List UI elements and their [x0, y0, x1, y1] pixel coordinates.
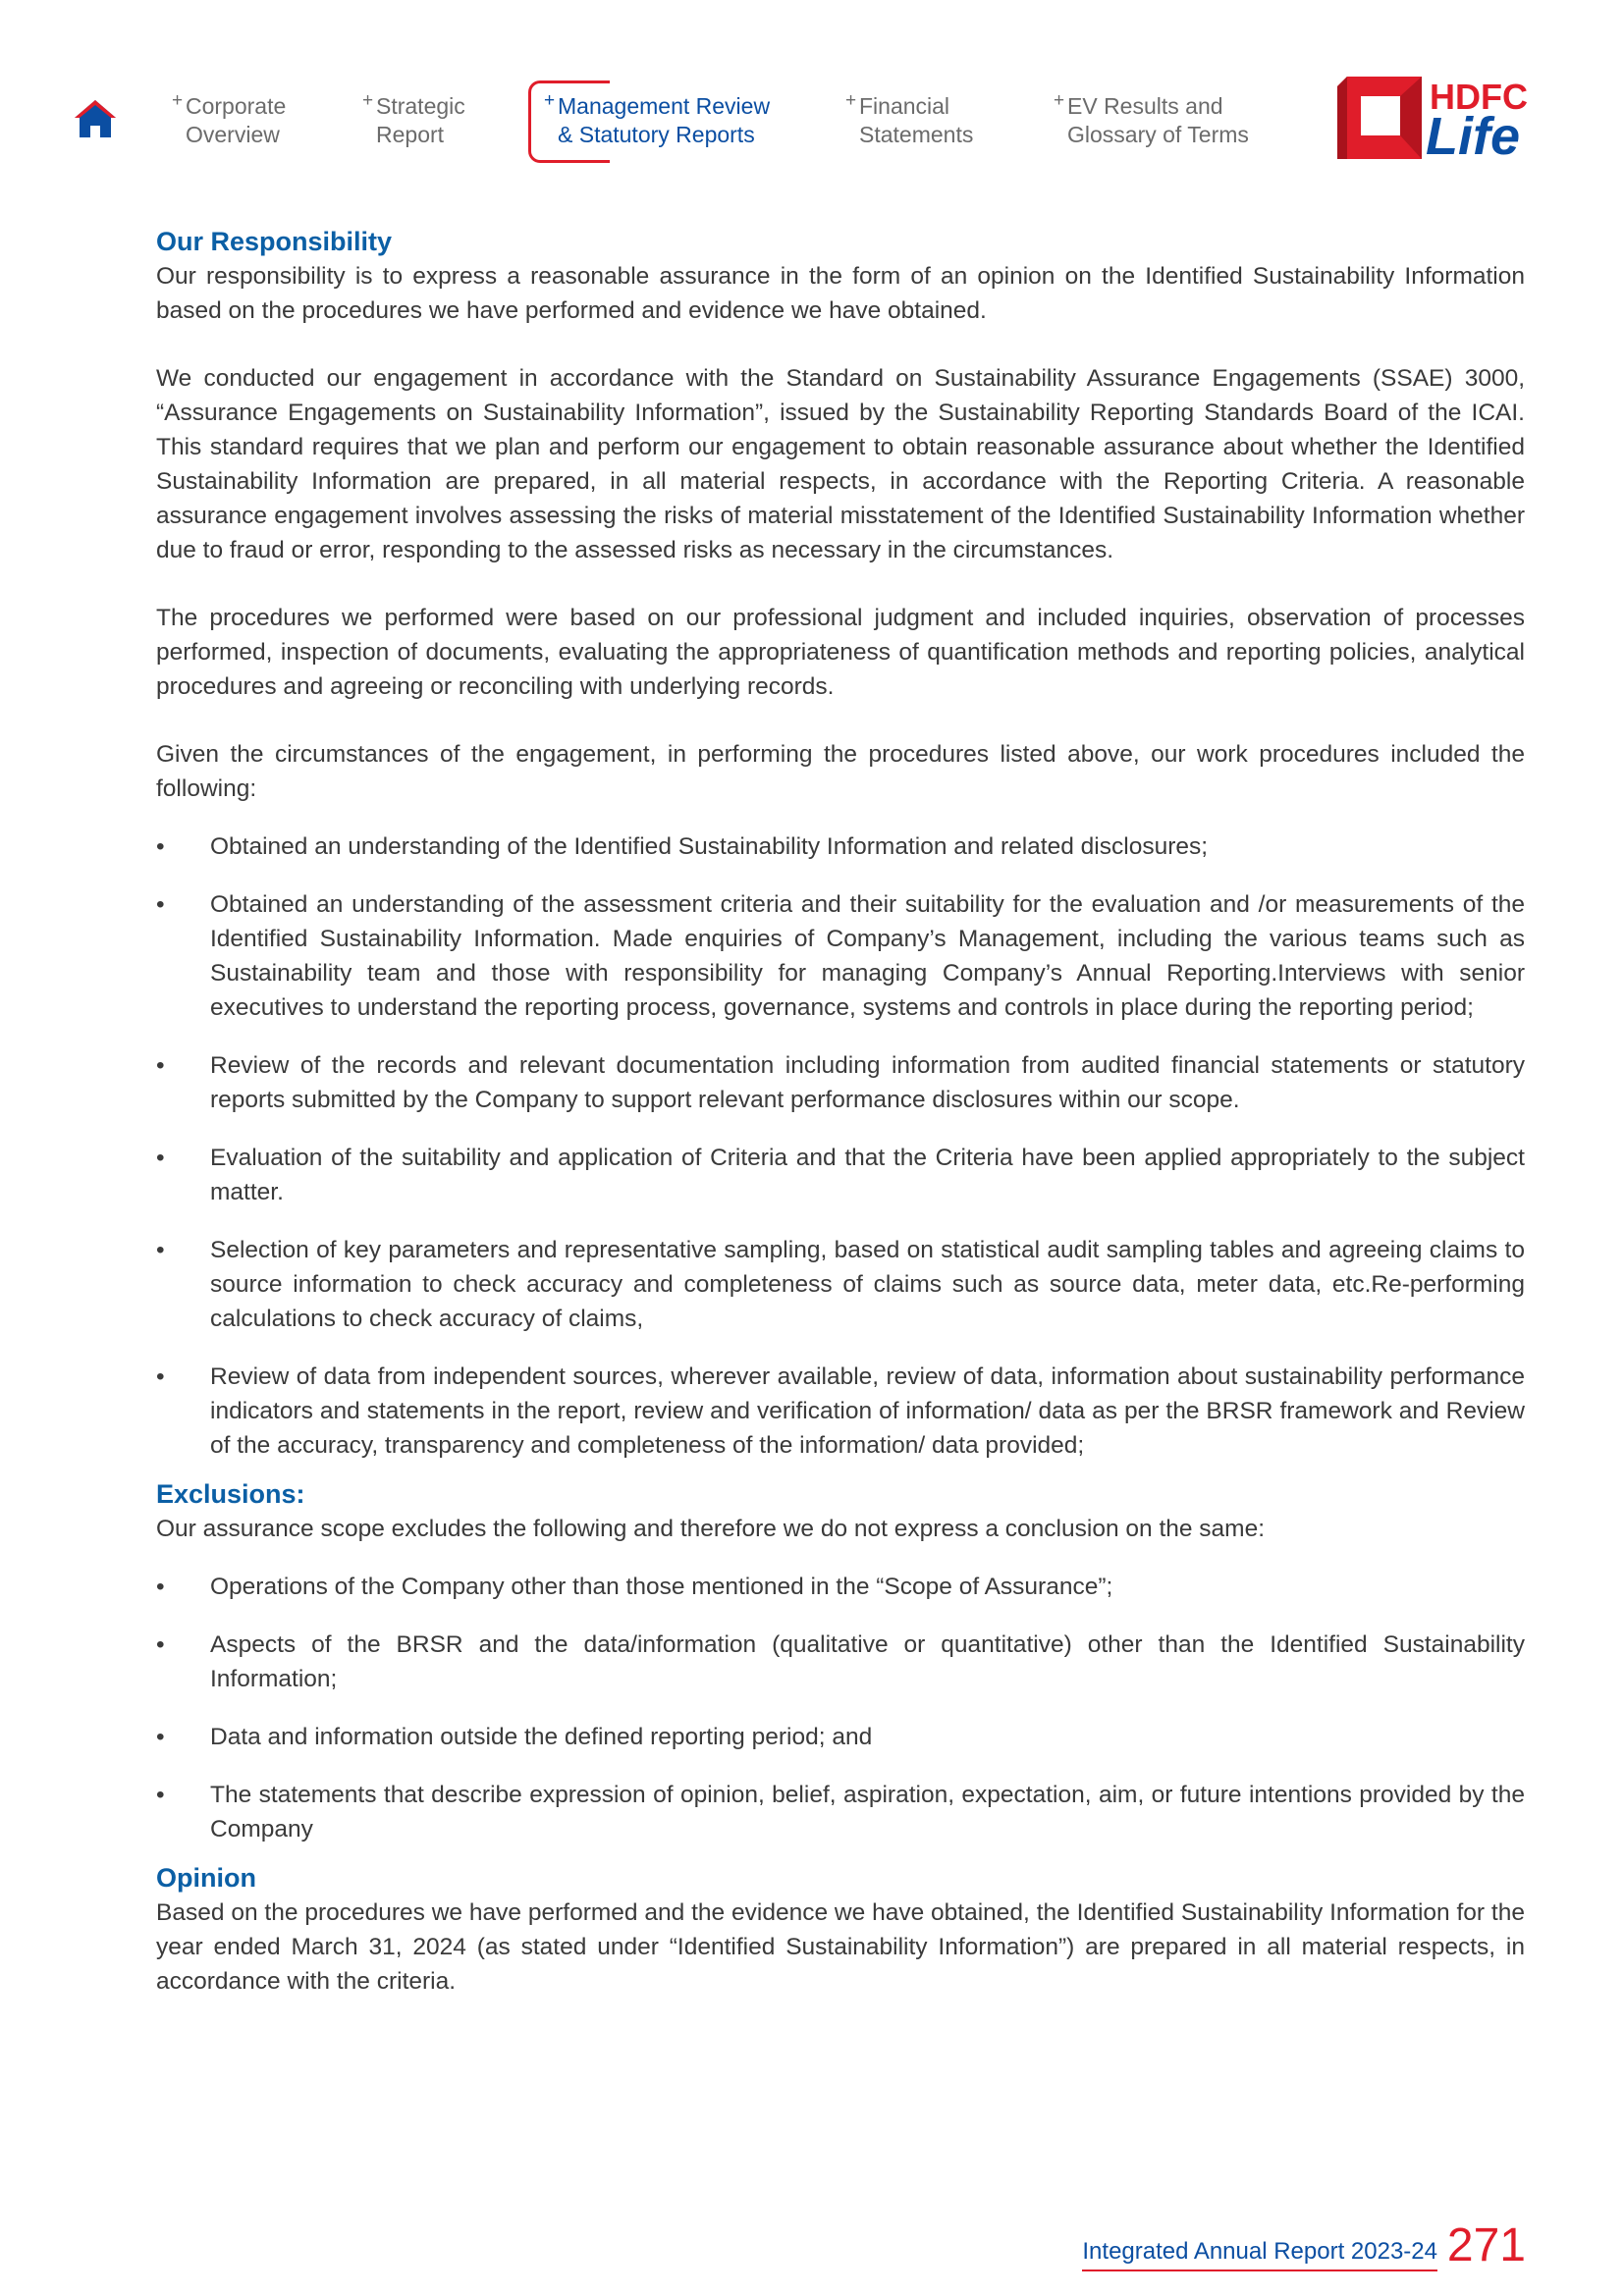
list-item-text: Obtained an understanding of the Identified Sustainability Information and related disclosures; — [210, 833, 1209, 860]
list-item — [156, 1141, 1525, 1209]
bullet: • — [156, 1052, 165, 1079]
nav-label-line1: EV Results and — [1067, 93, 1223, 119]
nav-financial-statements[interactable] — [845, 90, 974, 149]
logo-text-hdfc: HDFC — [1430, 77, 1528, 117]
hdfc-life-logo — [1337, 77, 1530, 166]
paragraph: Our assurance scope excludes the following and therefore we do not express a conclusion on the same: — [156, 1516, 1266, 1542]
list-item-text: Data and information outside the defined reporting period; and — [210, 1724, 873, 1750]
section-title-opinion: Opinion — [156, 1863, 256, 1893]
list-item — [156, 887, 1525, 1025]
list-item-text: Evaluation of the suitability and application of Criteria and that the Criteria have been applied appropriately to the subject matter. — [210, 1145, 1525, 1205]
list-item — [156, 1048, 1525, 1117]
list-item-text: Selection of key parameters and representative sampling, based on statistical audit sampling tables and agreeing claims to source information to check accuracy and completeness of claims such as source data, meter data, etc.Re-performing calculations to check accuracy of claims, — [210, 1237, 1525, 1332]
home-icon[interactable] — [73, 98, 118, 139]
bullet: • — [156, 1237, 165, 1263]
list-item — [156, 829, 1525, 864]
paragraph: Based on the procedures we have performed and the evidence we have obtained, the Identified Sustainability Information for the year ended March 31, 2024 (as stated under “Identified Sustainability Information”) are prepared in all material respects, in accordance with the criteria. — [156, 1899, 1525, 1995]
list-item — [156, 1720, 1525, 1754]
list-item — [156, 1628, 1525, 1696]
plus-icon: + — [544, 90, 556, 111]
bullet: • — [156, 1631, 165, 1658]
list-item-text: The statements that describe expression of opinion, belief, aspiration, expectation, aim, or future intentions provided by the Company — [210, 1782, 1525, 1842]
logo-text-life: Life — [1426, 107, 1521, 166]
bullet: • — [156, 1145, 165, 1171]
plus-icon: + — [1054, 90, 1065, 111]
exclusions-list — [156, 1570, 1525, 1846]
paragraph: Given the circumstances of the engagement, in performing the procedures listed above, our work procedures included the following: — [156, 741, 1525, 802]
nav-label-line2: Glossary of Terms — [1067, 122, 1249, 147]
bullet: • — [156, 1363, 165, 1390]
plus-icon: + — [362, 90, 374, 111]
list-item-text: Review of the records and relevant documentation including information from audited financial statements or statutory reports submitted by the Company to support relevant performance disclosures within our scope. — [210, 1052, 1525, 1113]
nav-corporate-overview[interactable] — [172, 90, 287, 149]
paragraph: Our responsibility is to express a reasonable assurance in the form of an opinion on the Identified Sustainability Information based on the procedures we have performed and evidence we have obtained. — [156, 263, 1525, 324]
plus-icon: + — [845, 90, 857, 111]
section-title-exclusions: Exclusions: — [156, 1479, 305, 1509]
logo-mark-icon — [1337, 77, 1422, 159]
nav-strategic-report[interactable] — [362, 90, 465, 149]
list-item-text: Aspects of the BRSR and the data/information (qualitative or quantitative) other than the Identified Sustainability Information; — [210, 1631, 1525, 1692]
paragraph: We conducted our engagement in accordance with the Standard on Sustainability Assurance Engagements (SSAE) 3000, “Assurance Engagements on Sustainability Information”, issued by the Sustainability Reporting Standards Board of the ICAI. This standard requires that we plan and perform our engagement to obtain reasonable assurance about whether the Identified Sustainability Information are prepared, in all material respects, in accordance with the Reporting Criteria. A reasonable assurance engagement involves assessing the risks of material misstatement of the Identified Sustainability Information whether due to fraud or error, responding to the assessed risks as necessary in the circumstances. — [156, 365, 1525, 563]
plus-icon: + — [172, 90, 184, 111]
list-item-text: Review of data from independent sources, wherever available, review of data, information about sustainability performance indicators and statements in the report, review and verification of information/ data as per the BRSR framework and Review of the accuracy, transparency and completeness of the information/ data provided; — [210, 1363, 1525, 1459]
list-item-text: Obtained an understanding of the assessment criteria and their suitability for the evaluation and /or measurements of the Identified Sustainability Information. Made enquiries of Company’s Management, including the various teams such as Sustainability team and those with responsibility for managing Company’s Annual Reporting.Interviews with senior executives to understand the reporting process, governance, systems and controls in place during the reporting period; — [210, 891, 1525, 1021]
procedures-list — [156, 829, 1525, 1463]
nav-label-line2: Overview — [186, 122, 280, 147]
paragraph: The procedures we performed were based on our professional judgment and included inquiries, observation of processes performed, inspection of documents, evaluating the appropriateness of quantification methods and reporting policies, analytical procedures and agreeing or reconciling with underlying records. — [156, 605, 1525, 700]
bullet: • — [156, 833, 165, 860]
nav-label-line1: Corporate — [186, 93, 287, 119]
list-item — [156, 1360, 1525, 1463]
bullet: • — [156, 1724, 165, 1750]
bullet: • — [156, 1782, 165, 1808]
list-item-text: Operations of the Company other than those mentioned in the “Scope of Assurance”; — [210, 1574, 1113, 1600]
list-item — [156, 1778, 1525, 1846]
nav-label-line1: Strategic — [376, 93, 465, 119]
nav-label-line1: Management Review — [558, 93, 771, 119]
nav-ev-results[interactable] — [1054, 90, 1249, 149]
section-title-responsibility: Our Responsibility — [156, 227, 393, 256]
list-item — [156, 1570, 1525, 1604]
nav-label-line2: & Statutory Reports — [558, 122, 755, 147]
nav-label-line2: Report — [376, 122, 445, 147]
bullet: • — [156, 891, 165, 918]
main-content — [156, 224, 1525, 1999]
nav-label-line2: Statements — [859, 122, 974, 147]
report-title: Integrated Annual Report 2023-24 — [1082, 2238, 1437, 2271]
page-number: 271 — [1446, 2219, 1526, 2271]
bullet: • — [156, 1574, 165, 1600]
nav-management-review[interactable] — [544, 90, 771, 149]
list-item — [156, 1233, 1525, 1336]
nav-label-line1: Financial — [859, 93, 950, 119]
